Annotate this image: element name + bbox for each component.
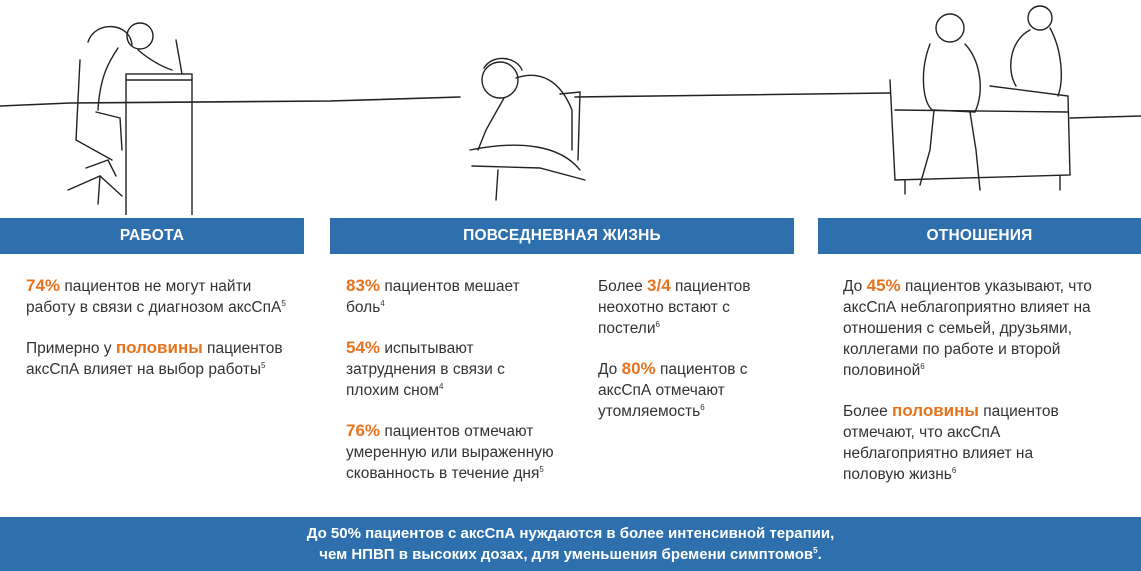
work-stat-2-pre: Примерно у <box>26 340 116 357</box>
daily-stat-1 <box>346 275 556 318</box>
work-stat-1-text: пациентов не могут найти работу в связи с диагнозом аксСпА <box>26 278 282 316</box>
header-daily-life: ПОВСЕДНЕВНАЯ ЖИЗНЬ <box>330 218 794 254</box>
work-stat-2-value: половины <box>115 338 203 357</box>
daily-stat-4 <box>598 275 788 339</box>
footer-banner <box>0 517 1141 571</box>
relations-stat-2-text: пациентов отмечают, что аксСпА неблагоприятно влияет на половую жизнь <box>843 403 1059 483</box>
relations-stat-2-value: половины <box>892 401 979 420</box>
daily-stat-4-text: пациентов неохотно встают с постели <box>598 278 751 337</box>
work-stat-1-value: 74% <box>26 276 61 295</box>
daily-column-left <box>346 275 596 503</box>
footer-end: . <box>817 546 822 563</box>
tired-person-icon <box>470 58 585 200</box>
relations-stat-1-value: 45% <box>866 276 901 295</box>
ref: 4 <box>439 382 444 391</box>
daily-stat-1-text: пациентов мешает боль <box>346 278 520 316</box>
work-column <box>26 275 291 399</box>
footer-line-2 <box>0 544 1141 565</box>
daily-stat-5-value: 80% <box>621 359 656 378</box>
ref: 6 <box>655 320 660 329</box>
ref: 6 <box>920 362 925 371</box>
relations-stat-1-pre: До <box>843 278 867 295</box>
daily-stat-2 <box>346 337 516 401</box>
daily-stat-5-pre: До <box>598 361 622 378</box>
work-stat-2 <box>26 337 291 380</box>
ref: 5 <box>539 465 544 474</box>
relations-stat-1-text: пациентов указывают, что аксСпА неблагоприятно влияет на отношения с семьей, друзьями, коллегами по работе и второй половиной <box>843 278 1092 379</box>
relations-column <box>843 275 1113 504</box>
relations-stat-2 <box>843 400 1098 485</box>
relations-stat-1 <box>843 275 1113 381</box>
work-stat-2-text: пациентов аксСпА влияет на выбор работы <box>26 340 283 378</box>
ref: 6 <box>951 466 957 475</box>
ref: 5 <box>260 361 266 370</box>
daily-stat-5 <box>598 358 768 422</box>
footer-line-2-text: чем НПВП в высоких дозах, для уменьшения бремени симптомов <box>319 546 814 563</box>
daily-stat-2-text: испытывают затруднения в связи с плохим сном <box>346 340 505 399</box>
couple-icon <box>890 6 1070 194</box>
ref: 6 <box>700 403 705 412</box>
illustration-strip <box>0 0 1141 215</box>
work-stat-1 <box>26 275 291 318</box>
header-relations: ОТНОШЕНИЯ <box>818 218 1141 254</box>
ref: 5 <box>813 546 818 555</box>
footer-line-1: До 50% пациентов с аксСпА нуждаются в более интенсивной терапии, <box>306 525 835 542</box>
daily-stat-3 <box>346 420 596 484</box>
working-person-icon <box>68 23 192 215</box>
daily-stat-1-value: 83% <box>346 276 381 295</box>
daily-stat-3-value: 76% <box>346 421 381 440</box>
daily-stat-4-pre: Более <box>598 278 648 295</box>
relations-stat-2-pre: Более <box>843 403 893 420</box>
daily-stat-2-value: 54% <box>346 338 381 357</box>
ref: 5 <box>281 299 286 308</box>
daily-column-right <box>598 275 788 441</box>
daily-stat-3-text: пациентов отмечают умеренную или выраженную скованность в течение дня <box>346 423 554 482</box>
daily-stat-5-text: пациентов с аксСпА отмечают утомляемость <box>598 361 748 420</box>
header-work: РАБОТА <box>0 218 304 254</box>
daily-stat-4-value: 3/4 <box>647 276 671 295</box>
ref: 4 <box>380 299 385 308</box>
